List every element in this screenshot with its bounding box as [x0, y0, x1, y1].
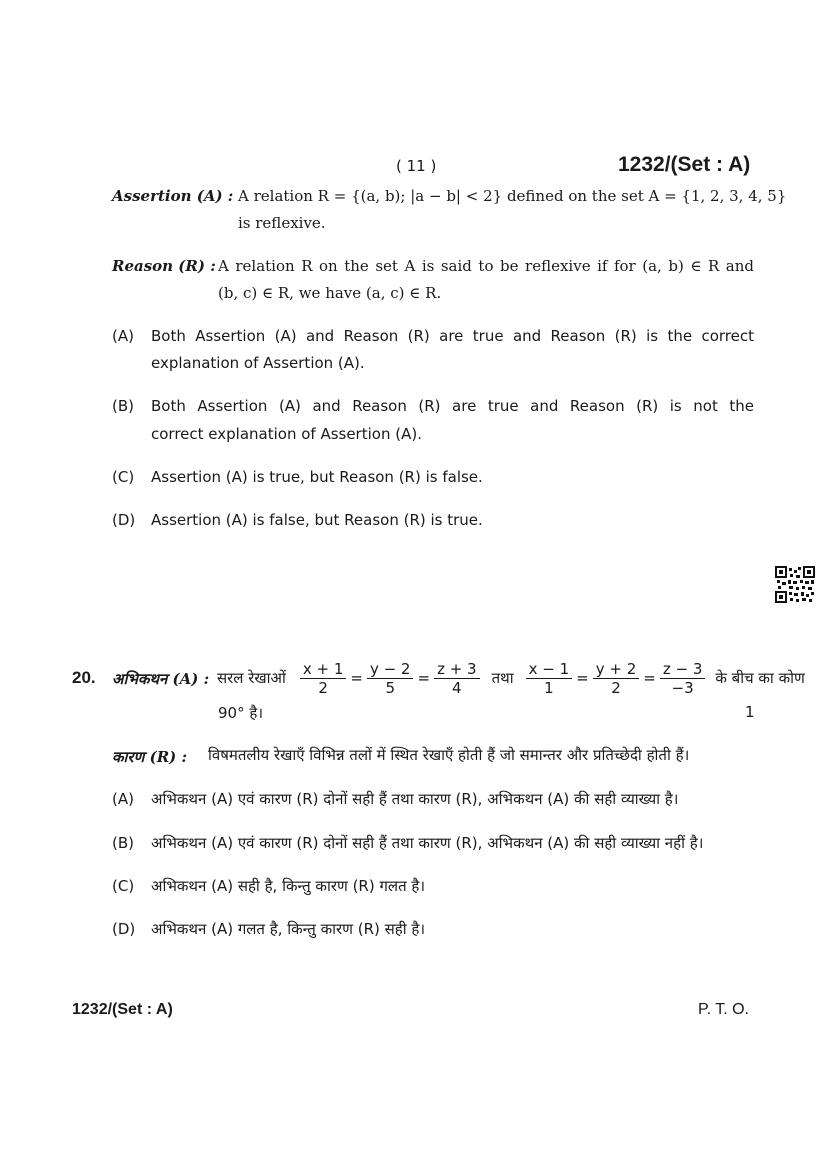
- option-text: correct explanation of Assertion (A).: [151, 425, 422, 443]
- assertion-suffix: के बीच का कोण: [715, 669, 805, 687]
- fraction: $\frac{z - 3}{-3}$: [660, 660, 706, 697]
- option-text: Both Assertion (A) and Reason (R) are true and Reason (R) is not the: [151, 397, 754, 415]
- fraction: $\frac{x - 1}{1}$: [526, 660, 573, 697]
- option-label: (A): [112, 327, 134, 345]
- assertion-label: अभिकथन (A) :: [112, 670, 210, 688]
- assertion-text-line1: A relation R = {(a, b); |a − b| < 2} defined on the set A = {1, 2, 3, 4, 5}: [238, 187, 787, 205]
- footer-paper-code: 1232/(Set : A): [72, 1001, 173, 1018]
- option-text: अभिकथन (A) एवं कारण (R) दोनों सही हैं तथा कारण (R), अभिकथन (A) की सही व्याख्या नहीं है।: [151, 834, 704, 852]
- page-number: ( 11 ): [396, 157, 437, 175]
- paper-code: 1232/(Set : A): [618, 153, 751, 176]
- option-text: अभिकथन (A) सही है, किन्तु कारण (R) गलत है।: [151, 877, 426, 895]
- reason-label: कारण (R) :: [112, 748, 188, 766]
- option-label: (D): [112, 511, 136, 529]
- fraction: $\frac{y - 2}{5}$: [367, 660, 414, 697]
- fraction: $\frac{x + 1}{2}$: [300, 660, 347, 697]
- and-word: तथा: [491, 669, 514, 687]
- option-text: Assertion (A) is true, but Reason (R) is false.: [151, 468, 483, 486]
- option-label: (D): [112, 920, 136, 938]
- assertion-math-line: सरल रेखाओं $\frac{x + 1}{2}$ = $\frac{y - 2}{5}$ = $\frac{z + 3}{4}$ तथा $\frac{x - 1}{1}$ = $\frac{y + 2}{2}$ = $\frac{z - 3}{-3}$ के बीच का कोण: [217, 659, 805, 697]
- option-text: Assertion (A) is false, but Reason (R) is true.: [151, 511, 483, 529]
- pto-label: P. T. O.: [698, 1001, 749, 1018]
- reason-text: विषमतलीय रेखाएँ विभिन्न तलों में स्थित रेखाएँ होती हैं जो समान्तर और प्रतिच्छेदी होती हैं।: [208, 746, 690, 764]
- option-text: अभिकथन (A) गलत है, किन्तु कारण (R) सही है।: [151, 920, 426, 938]
- option-text: Both Assertion (A) and Reason (R) are true and Reason (R) is the correct: [151, 327, 754, 345]
- fraction: $\frac{z + 3}{4}$: [434, 660, 480, 697]
- assertion-text-line2: 90° है।: [218, 704, 264, 722]
- reason-text-line2: (b, c) ∈ R, we have (a, c) ∈ R.: [218, 284, 442, 302]
- assertion-prefix: सरल रेखाओं: [217, 669, 286, 687]
- fraction: $\frac{y + 2}{2}$: [593, 660, 640, 697]
- option-text: अभिकथन (A) एवं कारण (R) दोनों सही हैं तथा कारण (R), अभिकथन (A) की सही व्याख्या है।: [151, 790, 679, 808]
- reason-text-line1: A relation R on the set A is said to be reflexive if for (a, b) ∈ R and: [218, 257, 754, 275]
- option-label: (C): [112, 468, 135, 486]
- qr-code-icon: [775, 566, 815, 603]
- option-label: (A): [112, 790, 134, 808]
- option-label: (C): [112, 877, 135, 895]
- assertion-text-line2: is reflexive.: [238, 214, 326, 232]
- question-number: 20.: [72, 668, 96, 687]
- assertion-label: Assertion (A) :: [112, 187, 234, 205]
- option-label: (B): [112, 397, 134, 415]
- option-label: (B): [112, 834, 134, 852]
- marks: 1: [745, 703, 755, 721]
- option-text: explanation of Assertion (A).: [151, 354, 365, 372]
- reason-label: Reason (R) :: [112, 257, 216, 275]
